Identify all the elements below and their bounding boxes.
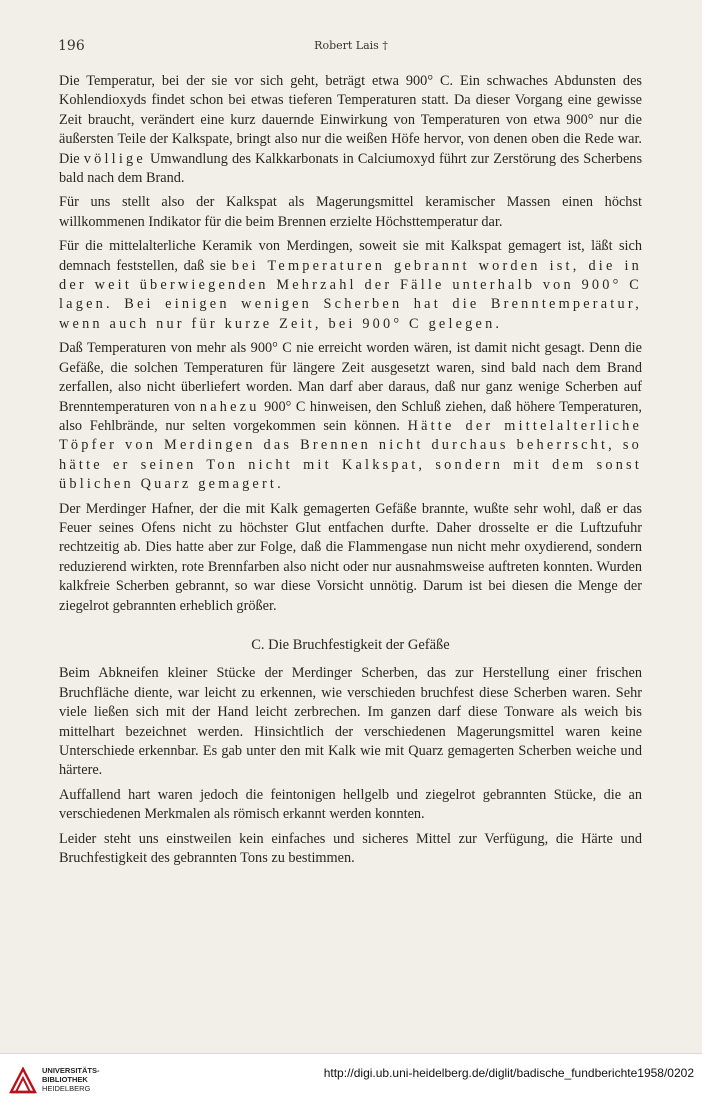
paragraph-3: Für die mittelalterliche Keramik von Merdingen, soweit sie mit Kalkspat gemagert ist, läßt sich demnach feststellen, daß sie bei Temperaturen gebrannt worden ist, die in der weit überwiegenden Mehrzahl der Fälle unterhalb von 900° C lagen. Bei einigen wenigen Scherben hat die Brenntemperatur, wenn auch nur für kurze Zeit, bei 900° C gelegen.: [59, 238, 642, 332]
emphasis-spaced: bei Temperaturen gebrannt worden ist, die in der weit überwiegenden Mehrzahl der Fälle unterhalb von 900° C lagen. Bei einigen wenigen Scherben hat die Brenntemperatur, wenn auch nur für kurze Zeit, bei 900° C gelegen.: [59, 257, 642, 332]
permalink-url[interactable]: http://digi.ub.uni-heidelberg.de/diglit/badische_fundberichte1958/0202: [323, 1066, 694, 1080]
ub-heidelberg-logo-icon: [8, 1065, 38, 1095]
body-text: [59, 72, 642, 873]
section-heading: C. Die Bruchfestigkeit der Gefäße: [251, 636, 450, 653]
page-number: 196: [58, 38, 85, 54]
running-header: [58, 38, 644, 58]
paragraph-4: Daß Temperaturen von mehr als 900° C nie erreicht worden wären, ist damit nicht gesagt. Denn die Gefäße, die solchen Temperaturen für längere Zeit ausgesetzt waren, sind bald nach dem Brand zerfallen, also nicht überliefert worden. Man darf aber daraus, daß nur ganz wenige Scherben auf Brenntemperaturen von nahezu 900° C hinweisen, den Schluß ziehen, daß höhere Temperaturen, also Fehlbrände, nur selten vorgekommen sein können. Hätte der mittelalterliche Töpfer von Merdingen das Brennen nicht durchaus beherrscht, so hätte er seinen Ton nicht mit Kalkspat, sondern mit dem sonst üblichen Quarz gemagert.: [59, 340, 643, 493]
library-name: UNIVERSITÄTS- BIBLIOTHEK HEIDELBERG: [42, 1066, 100, 1093]
paragraph-6: Beim Abkneifen kleiner Stücke der Merdinger Scherben, das zur Herstellung einer frischen Bruchfläche diente, war leicht zu erkennen, wie verschieden bruchfest diese Scherben waren. Sehr viele ließen sich mit der Hand leicht zerbrechen. Im ganzen darf diese Tonware als weich bis mittelhart bezeichnet werden. Hinsichtlich der verschiedenen Magerungsmittel waren keine Unterschiede erkennbar. Es gab unter den mit Kalk wie mit Quarz gemagerten Scherben weiche und härtere.: [59, 665, 642, 779]
paragraph-7: Auffallend hart waren jedoch die feintonigen hellgelb und ziegelrot gebrannten Stücke, die an verschiedenen Merkmalen als römisch erkannt werden konnten.: [59, 786, 642, 823]
paragraph-5: Der Merdinger Hafner, der die mit Kalk gemagerten Gefäße brannte, wußte sehr wohl, daß er das Feuer seines Ofens nicht zu höchster Glut entfachen durfte. Daher drosselte er die Luftzufuhr rechtzeitig ab. Dies hatte aber zur Folge, daß die Flammengase nun nicht mehr oxydierend, sondern reduzierend wirkten, rote Brennfarben also nicht oder nur ausnahmsweise auftreten konnten. Wurden kalkfreie Scherben gebrannt, so war diese Vorsicht unnötig. Darum ist bei diesen die Menge der ziegelrot gebrannten erheblich größer.: [59, 500, 642, 614]
digitization-footer: [0, 1053, 702, 1107]
paragraph-8: Leider steht uns einstweilen kein einfaches und sicheres Mittel zur Verfügung, die Härte und Bruchfestigkeit des gebrannten Tons zu bestimmen.: [59, 830, 642, 867]
paragraph-2: Für uns stellt also der Kalkspat als Magerungsmittel keramischer Massen einen höchst willkommenen Indikator für die beim Brennen erzielte Höchsttemperatur dar.: [59, 194, 642, 230]
emphasis-spaced: nahezu: [199, 398, 260, 415]
emphasis-spaced: Hätte der mittelalterliche Töpfer von Merdingen das Brennen nicht durchaus beherrscht, so hätte er seinen Ton nicht mit Kalkspat, sondern mit dem sonst üblichen Quarz gemagert.: [59, 417, 642, 493]
emphasis-spaced: völlige: [83, 150, 146, 167]
running-author: Robert Lais †: [314, 39, 388, 52]
paragraph-1: Die Temperatur, bei der sie vor sich geht, beträgt etwa 900° C. Ein schwaches Abdunsten des Kohlendioxyds findet schon bei etwas tieferen Temperaturen statt. Da dieser Vorgang eine gewisse Zeit braucht, verändert eine kurz dauernde Einwirkung von Temperaturen von etwa 900° nur die äußersten Teile der Kalkspate, bringt also nur die weißen Höfe hervor, von denen oben die Rede war. Die völlige Umwandlung des Kalkkarbonats in Calciumoxyd führt zur Zerstörung des Scherbens bald nach dem Brand.: [59, 73, 643, 187]
